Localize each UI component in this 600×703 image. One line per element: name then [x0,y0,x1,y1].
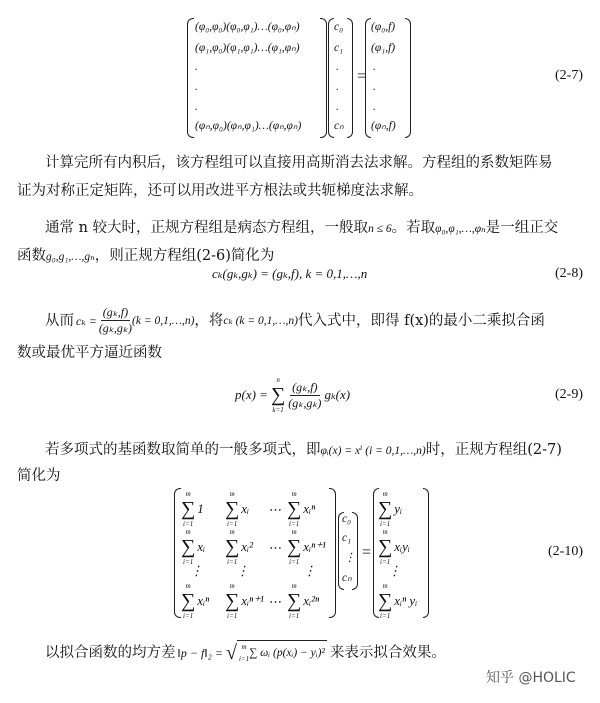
rhs-entry: (φ₀,f) [371,21,396,33]
rhs-entry: . [373,101,376,113]
vector-c-right-bracket [347,18,353,138]
summation [239,641,249,665]
matrix-row: (φ₀,φ₀)(φ₀,φ₁)…(φ₀,φₙ) [195,21,300,33]
sqrt-expression [226,640,327,665]
text-run: 代入式中，即得 f(x)的最小二乘拟合函 [297,312,545,329]
sigma-icon: ∑ [270,384,286,406]
fraction [99,305,132,336]
c-entry: . [336,81,339,93]
sqrt-content [237,640,327,665]
vdots: ⋮ [236,563,249,578]
math-inline: φ₀,φ₁,…,φₙ [435,223,486,235]
c-entry: c₀ [342,513,352,525]
sigma-icon: ∑ [225,498,240,520]
equation-lhs: p(x) = [235,387,268,402]
sigma-icon: ∑ [287,536,302,558]
sigma-icon: ∑ [378,590,393,612]
paragraph-line: 数或最优平方逼近函数 [17,345,162,361]
matrix-right-bracket [320,18,327,138]
matrix-cell: m ∑ i=1 xᵢⁿ [287,490,316,528]
vdots: ⋮ [190,563,203,578]
fraction-denominator: (gₖ,gₖ) [288,395,322,410]
text-run: ，则正规方程组(2-6)简化为 [94,248,275,264]
fraction-denominator: (gₖ,gₖ) [98,321,133,335]
sum-upper: m [241,643,247,651]
sigma-icon: ∑ [181,498,196,520]
sigma-icon: ∑ [181,590,196,612]
vector-rhs-right-bracket [405,18,411,138]
rhs-entry: . [373,61,376,73]
paragraph-line: 计算完所有内积后，该方程组可以直接用高斯消去法求解。方程组的系数矩阵易 [45,155,553,171]
vector-rhs-right-bracket [423,488,429,618]
rhs-entry: m ∑ i=1 yᵢ [378,490,403,528]
text-run: 从而 [45,312,74,329]
matrix-cell: m ∑ i=1 xᵢ [181,528,206,566]
fraction-numerator: (gₖ,f) [292,379,318,394]
hdots: ⋯ [268,540,281,555]
text-run: 若多项式的基函数取简单的一般多项式，即 [45,442,321,458]
text-run: 通常 n 较大时，正规方程组是病态方程组，一般取 [45,220,369,236]
text-run: ，将 [194,312,224,329]
c-entry: cₙ [342,572,352,584]
rhs-entry: . [373,81,376,93]
rhs-entry: (φ₁,f) [371,42,396,54]
equation-tail: gₖ(x) [324,387,351,402]
math-inline: (k = 0,1,…,n) [132,314,195,327]
paragraph-line [45,640,446,665]
equation-2-8: cₖ(gₖ,gₖ) = (gₖ,f), k = 0,1,…,n [212,266,368,281]
equation-number: (2-7) [555,68,583,83]
equals-sign: = [357,68,367,85]
sigma-icon: ∑ [181,536,196,558]
math-inline: φᵢ(x) = xⁱ (i = 0,1,…,n) [320,445,426,457]
math-inline: n ≤ 6 [368,223,392,235]
matrix-row: (φ₁,φ₀)(φ₁,φ₁)…(φ₁,φₙ) [195,42,300,54]
equals-sign: = [362,544,372,561]
text-run: 以拟合函数的均方差 [45,644,176,661]
summation [271,374,285,416]
matrix-left-bracket [187,18,194,138]
sqrt-body: ∑ ωᵢ (p(xᵢ) − yᵢ)² [249,647,325,659]
c-entry: c₁ [334,42,344,54]
matrix-row: . [195,81,198,93]
matrix-left-bracket [174,488,181,618]
sigma-icon: ∑ [287,590,302,612]
sigma-icon: ∑ [225,590,240,612]
watermark: 知乎 @HOLIC [486,670,576,686]
c-entry: c₀ [334,21,344,33]
matrix-row: (φₙ,φ₀)(φₙ,φ₁)…(φₙ,φₙ) [195,120,302,132]
equation-number: (2-10) [548,544,583,559]
matrix-cell: m ∑ i=1 xᵢⁿ⁺¹ [225,582,264,620]
c-entry: . [336,61,339,73]
matrix-cell: m ∑ i=1 1 [181,490,204,528]
text-run: 。若取 [391,220,436,236]
sigma-icon: ∑ [225,536,240,558]
sum-upper: n [276,376,280,384]
vdots: ⋮ [303,563,316,578]
matrix-cell: m ∑ i=1 xᵢ²ⁿ [287,582,320,620]
sigma-icon: ∑ [378,498,393,520]
c-entry: c₁ [342,532,352,544]
math-inline: cₖ (k = 0,1,…,n) [223,314,298,327]
c-entry: . [336,101,339,113]
matrix-row: . [195,101,198,113]
c-entry: cₙ [334,120,344,132]
text-run: 来表示拟合效果。 [329,644,446,661]
rhs-entry: (φₙ,f) [371,120,396,132]
rhs-entry: m ∑ i=1 xᵢyᵢ [378,528,410,566]
equation-number: (2-8) [555,266,583,281]
text-run: 是一组正交 [485,220,559,236]
matrix-right-bracket [329,488,336,618]
sigma-icon: ∑ [287,498,302,520]
fraction [288,380,321,411]
sigma-icon: ∑ [378,536,393,558]
math-inline: cₖ = [76,313,97,328]
matrix-cell: m ∑ i=1 xᵢ [225,490,250,528]
hdots: ⋯ [268,502,281,517]
matrix-cell: m ∑ i=1 xᵢⁿ⁺¹ [287,528,326,566]
paragraph-line: 证为对称正定矩阵，还可以用改进平方根法或共轭梯度法求解。 [17,183,423,199]
matrix-cell: m ∑ i=1 xᵢ² [225,528,253,566]
rhs-entry: m ∑ i=1 xᵢⁿ yᵢ [378,582,418,620]
c-entry: ⋮ [344,552,356,564]
equation-number: (2-9) [555,387,583,402]
sqrt-icon: √ [225,641,237,664]
hdots: ⋯ [268,594,281,609]
paragraph-line: 简化为 [17,468,61,484]
paragraph-line [17,246,274,267]
paragraph-line [45,218,558,239]
math-inline: g₀,g₁,…,gₙ [46,251,95,263]
math-inline: ‖p − f‖₂ = [177,645,223,660]
text-run: 函数 [17,248,46,264]
matrix-row: . [195,61,198,73]
paragraph-line [45,305,545,336]
sum-lower: k=1 [272,406,284,414]
fraction-numerator: (gₖ,f) [102,305,129,319]
matrix-cell: m ∑ i=1 xᵢⁿ [181,582,210,620]
sum-lower: i=1 [238,655,250,663]
equation-2-9 [235,374,350,416]
paragraph-line [45,440,562,461]
text-run: 时，正规方程组(2-7) [425,442,562,458]
vdots: ⋮ [388,563,401,578]
